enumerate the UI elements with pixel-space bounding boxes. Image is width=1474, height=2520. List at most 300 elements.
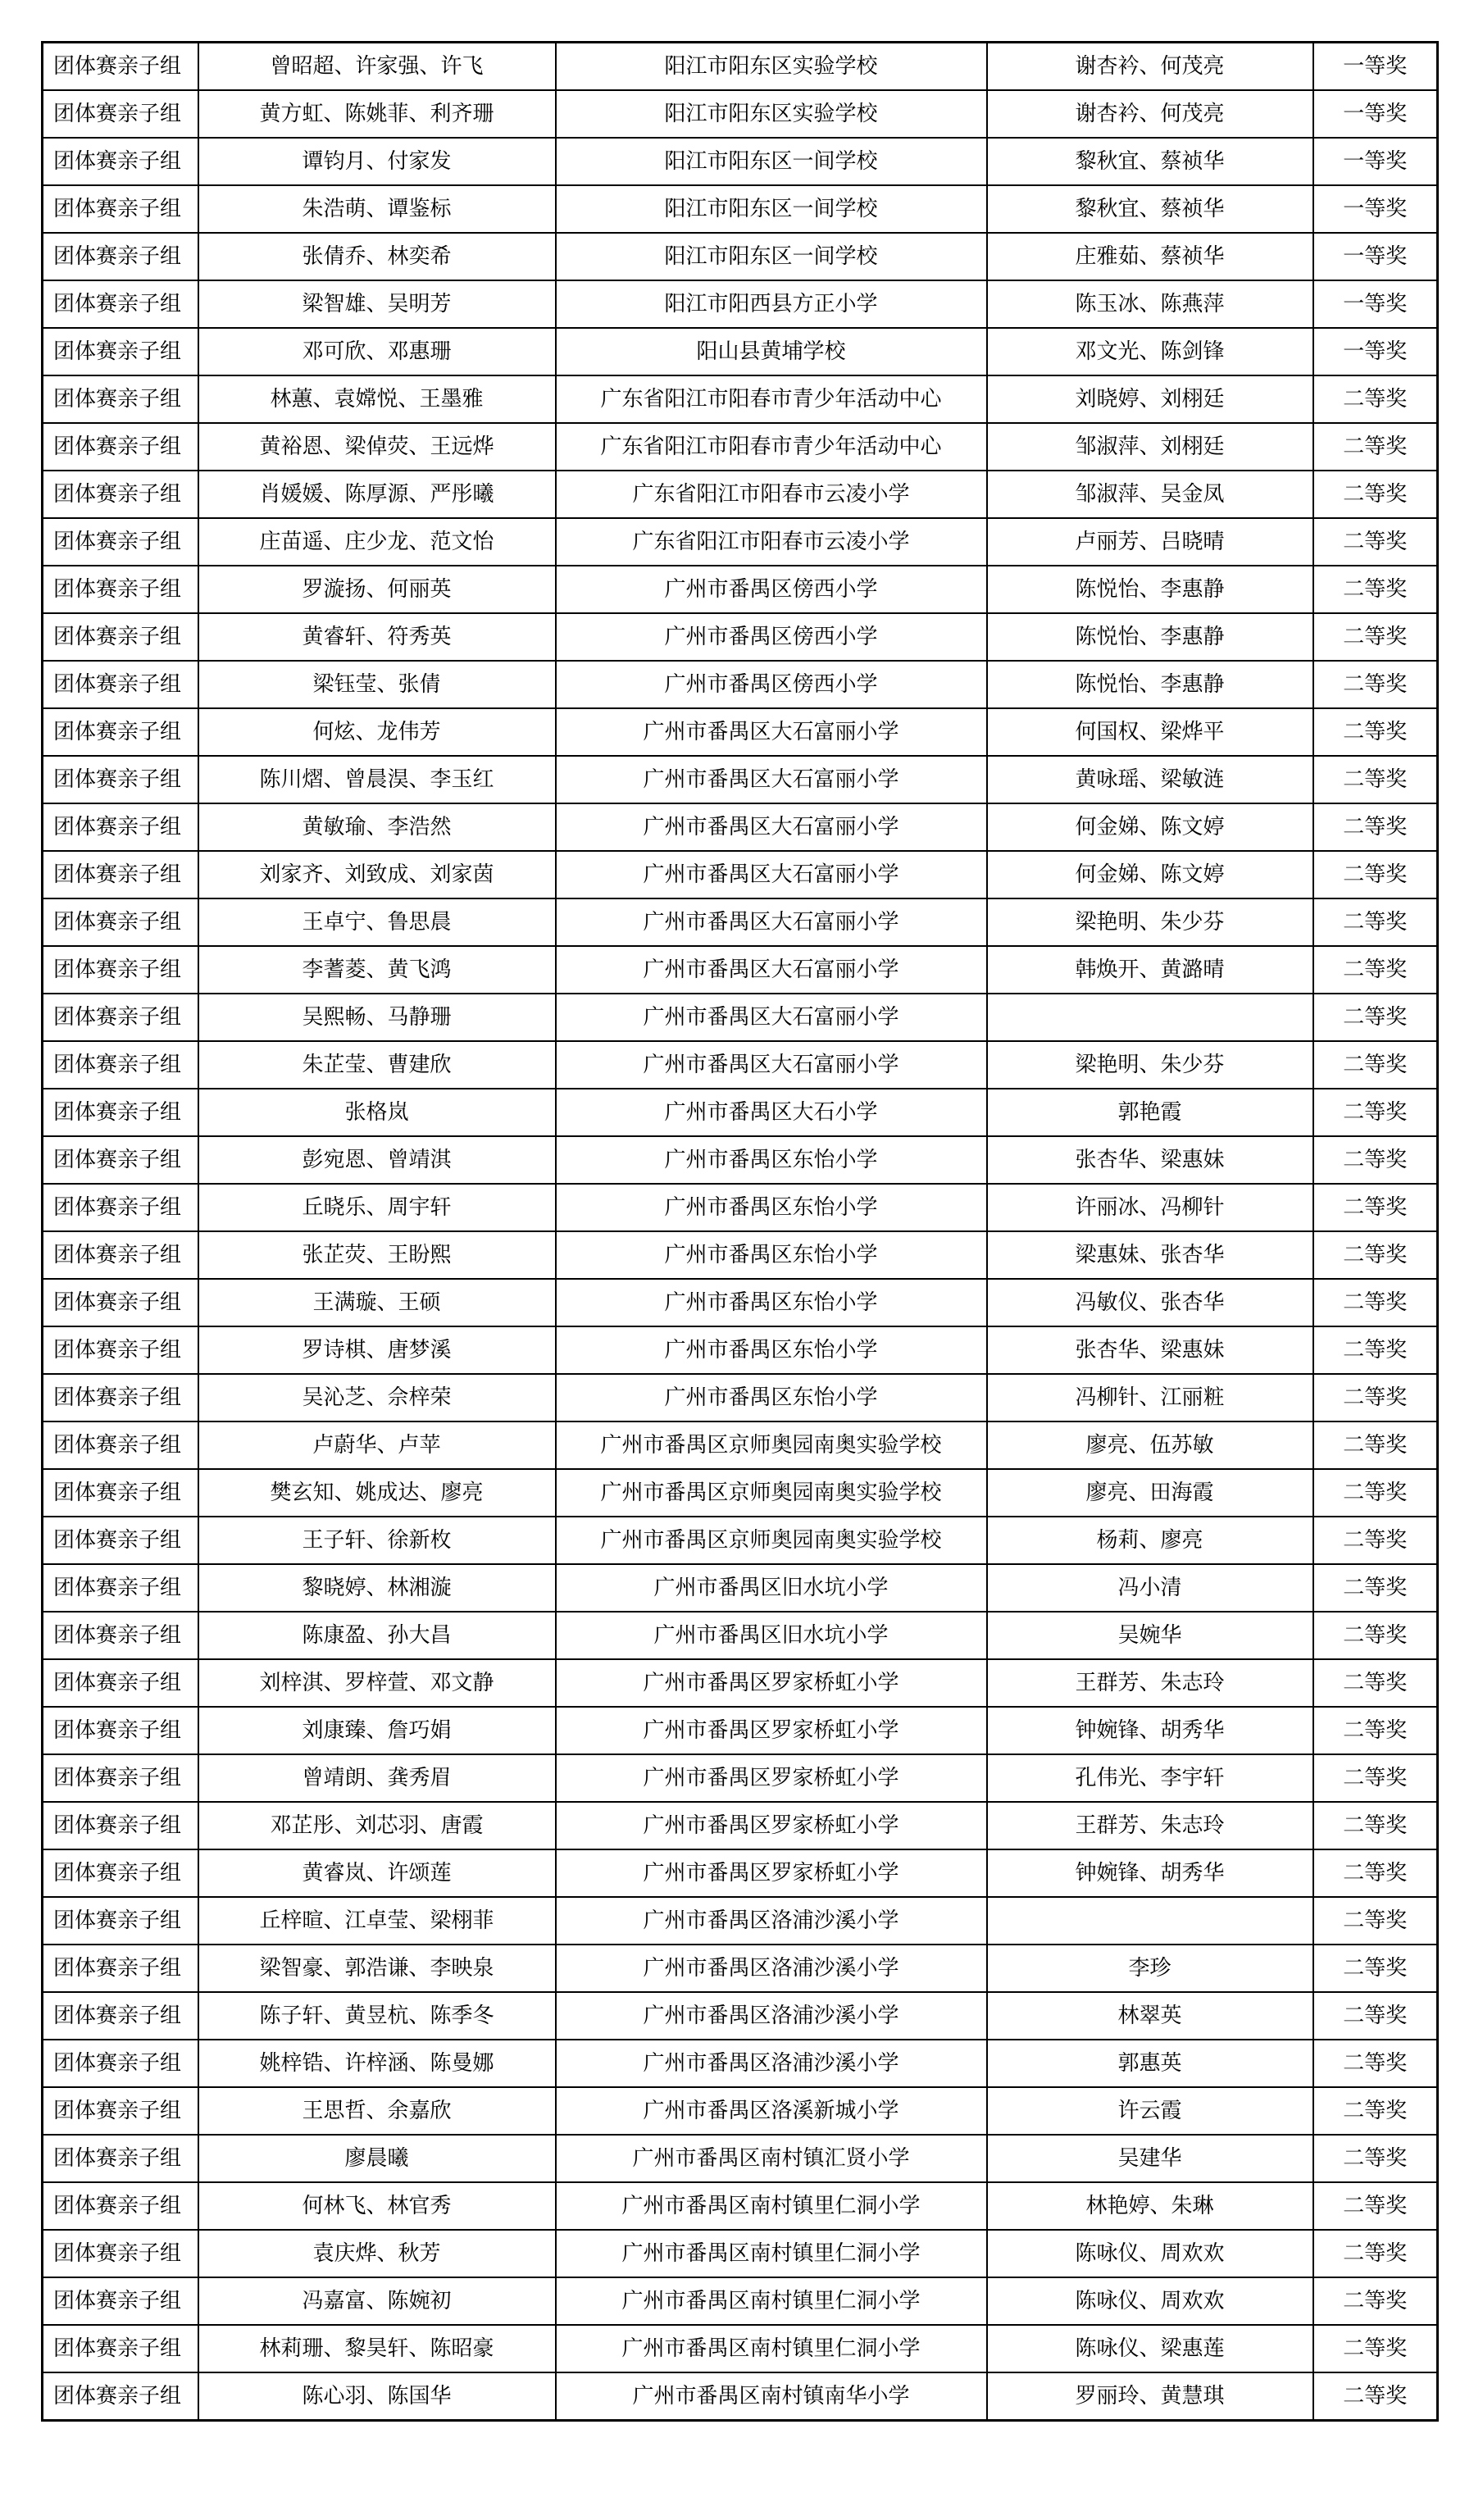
table-row bbox=[43, 1802, 1438, 1849]
table-row bbox=[43, 851, 1438, 898]
group-cell: 团体赛亲子组 bbox=[43, 2040, 198, 2087]
teacher-cell: 黎秋宜、蔡祯华 bbox=[987, 185, 1313, 233]
table-row bbox=[43, 328, 1438, 375]
teacher-cell: 邹淑萍、刘栩廷 bbox=[987, 423, 1313, 471]
members-cell: 廖晨曦 bbox=[198, 2135, 556, 2182]
members-cell: 王卓宁、鲁思晨 bbox=[198, 898, 556, 946]
school-cell: 广州市番禺区东怡小学 bbox=[556, 1279, 987, 1326]
school-cell: 广州市番禺区南村镇里仁洞小学 bbox=[556, 2325, 987, 2372]
school-cell: 广州市番禺区洛浦沙溪小学 bbox=[556, 1945, 987, 1992]
members-cell: 王子轩、徐新枚 bbox=[198, 1517, 556, 1564]
teacher-cell: 梁艳明、朱少芬 bbox=[987, 1041, 1313, 1089]
group-cell: 团体赛亲子组 bbox=[43, 803, 198, 851]
members-cell: 姚梓锆、许梓涵、陈曼娜 bbox=[198, 2040, 556, 2087]
table-row bbox=[43, 1231, 1438, 1279]
members-cell: 黄睿轩、符秀英 bbox=[198, 613, 556, 661]
award-cell: 二等奖 bbox=[1313, 994, 1438, 1041]
group-cell: 团体赛亲子组 bbox=[43, 898, 198, 946]
teacher-cell: 王群芳、朱志玲 bbox=[987, 1659, 1313, 1707]
teacher-cell: 郭艳霞 bbox=[987, 1089, 1313, 1136]
table-row bbox=[43, 1612, 1438, 1659]
table-row bbox=[43, 1659, 1438, 1707]
group-cell: 团体赛亲子组 bbox=[43, 43, 198, 91]
teacher-cell: 许云霞 bbox=[987, 2087, 1313, 2135]
group-cell: 团体赛亲子组 bbox=[43, 756, 198, 803]
members-cell: 袁庆烨、秋芳 bbox=[198, 2230, 556, 2277]
group-cell: 团体赛亲子组 bbox=[43, 90, 198, 138]
members-cell: 张倩乔、林奕希 bbox=[198, 233, 556, 280]
teacher-cell: 张杏华、梁惠妹 bbox=[987, 1136, 1313, 1184]
school-cell: 广州市番禺区京师奥园南奥实验学校 bbox=[556, 1421, 987, 1469]
table-row bbox=[43, 2230, 1438, 2277]
award-cell: 二等奖 bbox=[1313, 2277, 1438, 2325]
members-cell: 王满璇、王硕 bbox=[198, 1279, 556, 1326]
award-cell: 一等奖 bbox=[1313, 138, 1438, 185]
table-row bbox=[43, 2135, 1438, 2182]
award-cell: 二等奖 bbox=[1313, 518, 1438, 566]
school-cell: 阳江市阳东区实验学校 bbox=[556, 43, 987, 91]
members-cell: 刘梓淇、罗梓萱、邓文静 bbox=[198, 1659, 556, 1707]
group-cell: 团体赛亲子组 bbox=[43, 1279, 198, 1326]
award-cell: 二等奖 bbox=[1313, 2325, 1438, 2372]
table-row bbox=[43, 1707, 1438, 1754]
members-cell: 吴熙畅、马静珊 bbox=[198, 994, 556, 1041]
teacher-cell bbox=[987, 994, 1313, 1041]
group-cell: 团体赛亲子组 bbox=[43, 2277, 198, 2325]
award-cell: 二等奖 bbox=[1313, 1659, 1438, 1707]
award-cell: 二等奖 bbox=[1313, 946, 1438, 994]
group-cell: 团体赛亲子组 bbox=[43, 1897, 198, 1945]
group-cell: 团体赛亲子组 bbox=[43, 471, 198, 518]
members-cell: 樊玄知、姚成达、廖亮 bbox=[198, 1469, 556, 1517]
award-cell: 二等奖 bbox=[1313, 2040, 1438, 2087]
members-cell: 罗漩扬、何丽英 bbox=[198, 566, 556, 613]
teacher-cell: 廖亮、田海霞 bbox=[987, 1469, 1313, 1517]
teacher-cell: 李珍 bbox=[987, 1945, 1313, 1992]
award-cell: 二等奖 bbox=[1313, 1136, 1438, 1184]
teacher-cell: 谢杏衿、何茂亮 bbox=[987, 90, 1313, 138]
members-cell: 黄敏瑜、李浩然 bbox=[198, 803, 556, 851]
school-cell: 广东省阳江市阳春市云凌小学 bbox=[556, 471, 987, 518]
members-cell: 肖媛媛、陈厚源、严彤曦 bbox=[198, 471, 556, 518]
table-row bbox=[43, 1279, 1438, 1326]
members-cell: 何林飞、林官秀 bbox=[198, 2182, 556, 2230]
school-cell: 广州市番禺区大石富丽小学 bbox=[556, 756, 987, 803]
award-cell: 二等奖 bbox=[1313, 661, 1438, 708]
school-cell: 阳江市阳东区实验学校 bbox=[556, 90, 987, 138]
table-row bbox=[43, 2040, 1438, 2087]
award-cell: 二等奖 bbox=[1313, 2135, 1438, 2182]
members-cell: 黎晓婷、林湘漩 bbox=[198, 1564, 556, 1612]
members-cell: 刘康臻、詹巧娟 bbox=[198, 1707, 556, 1754]
teacher-cell: 黄咏瑶、梁敏涟 bbox=[987, 756, 1313, 803]
teacher-cell: 何金娣、陈文婷 bbox=[987, 803, 1313, 851]
table-row bbox=[43, 233, 1438, 280]
teacher-cell: 钟婉锋、胡秀华 bbox=[987, 1707, 1313, 1754]
group-cell: 团体赛亲子组 bbox=[43, 1802, 198, 1849]
members-cell: 邓可欣、邓惠珊 bbox=[198, 328, 556, 375]
award-cell: 二等奖 bbox=[1313, 1517, 1438, 1564]
table-row bbox=[43, 2087, 1438, 2135]
award-cell: 二等奖 bbox=[1313, 471, 1438, 518]
teacher-cell: 庄雅茹、蔡祯华 bbox=[987, 233, 1313, 280]
school-cell: 广州市番禺区大石富丽小学 bbox=[556, 803, 987, 851]
teacher-cell: 陈悦怡、李惠静 bbox=[987, 613, 1313, 661]
teacher-cell: 吴婉华 bbox=[987, 1612, 1313, 1659]
teacher-cell: 卢丽芳、吕晓晴 bbox=[987, 518, 1313, 566]
school-cell: 广州市番禺区南村镇里仁洞小学 bbox=[556, 2182, 987, 2230]
table-row bbox=[43, 1564, 1438, 1612]
members-cell: 陈川熠、曾晨淏、李玉红 bbox=[198, 756, 556, 803]
award-cell: 二等奖 bbox=[1313, 1041, 1438, 1089]
group-cell: 团体赛亲子组 bbox=[43, 1849, 198, 1897]
school-cell: 广州市番禺区京师奥园南奥实验学校 bbox=[556, 1517, 987, 1564]
members-cell: 卢蔚华、卢苹 bbox=[198, 1421, 556, 1469]
table-row bbox=[43, 1421, 1438, 1469]
teacher-cell: 谢杏衿、何茂亮 bbox=[987, 43, 1313, 91]
group-cell: 团体赛亲子组 bbox=[43, 1326, 198, 1374]
table-row bbox=[43, 43, 1438, 91]
school-cell: 阳山县黄埔学校 bbox=[556, 328, 987, 375]
teacher-cell: 陈咏仪、周欢欢 bbox=[987, 2277, 1313, 2325]
award-cell: 二等奖 bbox=[1313, 1231, 1438, 1279]
group-cell: 团体赛亲子组 bbox=[43, 1612, 198, 1659]
members-cell: 黄方虹、陈姚菲、利齐珊 bbox=[198, 90, 556, 138]
group-cell: 团体赛亲子组 bbox=[43, 1374, 198, 1421]
teacher-cell: 冯小清 bbox=[987, 1564, 1313, 1612]
group-cell: 团体赛亲子组 bbox=[43, 185, 198, 233]
group-cell: 团体赛亲子组 bbox=[43, 1517, 198, 1564]
group-cell: 团体赛亲子组 bbox=[43, 1992, 198, 2040]
award-cell: 一等奖 bbox=[1313, 233, 1438, 280]
members-cell: 梁钰莹、张倩 bbox=[198, 661, 556, 708]
award-cell: 二等奖 bbox=[1313, 1802, 1438, 1849]
teacher-cell: 陈咏仪、周欢欢 bbox=[987, 2230, 1313, 2277]
group-cell: 团体赛亲子组 bbox=[43, 613, 198, 661]
table-row bbox=[43, 90, 1438, 138]
group-cell: 团体赛亲子组 bbox=[43, 1421, 198, 1469]
table-row bbox=[43, 566, 1438, 613]
members-cell: 何炫、龙伟芳 bbox=[198, 708, 556, 756]
award-cell: 二等奖 bbox=[1313, 1421, 1438, 1469]
teacher-cell: 钟婉锋、胡秀华 bbox=[987, 1849, 1313, 1897]
teacher-cell: 冯敏仪、张杏华 bbox=[987, 1279, 1313, 1326]
teacher-cell: 陈玉冰、陈燕萍 bbox=[987, 280, 1313, 328]
table-row bbox=[43, 280, 1438, 328]
award-cell: 二等奖 bbox=[1313, 375, 1438, 423]
teacher-cell: 林翠英 bbox=[987, 1992, 1313, 2040]
table-row bbox=[43, 1992, 1438, 2040]
group-cell: 团体赛亲子组 bbox=[43, 2230, 198, 2277]
table-row bbox=[43, 946, 1438, 994]
group-cell: 团体赛亲子组 bbox=[43, 708, 198, 756]
award-cell: 一等奖 bbox=[1313, 43, 1438, 91]
table-row bbox=[43, 898, 1438, 946]
school-cell: 广州市番禺区傍西小学 bbox=[556, 661, 987, 708]
school-cell: 广东省阳江市阳春市云凌小学 bbox=[556, 518, 987, 566]
group-cell: 团体赛亲子组 bbox=[43, 946, 198, 994]
members-cell: 庄苗遥、庄少龙、范文怡 bbox=[198, 518, 556, 566]
award-cell: 二等奖 bbox=[1313, 1897, 1438, 1945]
table-row bbox=[43, 2182, 1438, 2230]
table-row bbox=[43, 471, 1438, 518]
table-row bbox=[43, 138, 1438, 185]
group-cell: 团体赛亲子组 bbox=[43, 1041, 198, 1089]
award-cell: 一等奖 bbox=[1313, 185, 1438, 233]
group-cell: 团体赛亲子组 bbox=[43, 1707, 198, 1754]
members-cell: 黄裕恩、梁倬荧、王远烨 bbox=[198, 423, 556, 471]
school-cell: 广州市番禺区京师奥园南奥实验学校 bbox=[556, 1469, 987, 1517]
group-cell: 团体赛亲子组 bbox=[43, 1754, 198, 1802]
table-row bbox=[43, 708, 1438, 756]
teacher-cell: 罗丽玲、黄慧琪 bbox=[987, 2372, 1313, 2421]
school-cell: 广州市番禺区东怡小学 bbox=[556, 1184, 987, 1231]
group-cell: 团体赛亲子组 bbox=[43, 2087, 198, 2135]
table-row bbox=[43, 1184, 1438, 1231]
members-cell: 罗诗棋、唐梦溪 bbox=[198, 1326, 556, 1374]
members-cell: 朱浩萌、谭鉴标 bbox=[198, 185, 556, 233]
award-cell: 二等奖 bbox=[1313, 803, 1438, 851]
members-cell: 梁智豪、郭浩谦、李映泉 bbox=[198, 1945, 556, 1992]
school-cell: 广州市番禺区东怡小学 bbox=[556, 1136, 987, 1184]
group-cell: 团体赛亲子组 bbox=[43, 1469, 198, 1517]
group-cell: 团体赛亲子组 bbox=[43, 280, 198, 328]
school-cell: 阳江市阳东区一间学校 bbox=[556, 185, 987, 233]
members-cell: 陈心羽、陈国华 bbox=[198, 2372, 556, 2421]
award-cell: 二等奖 bbox=[1313, 1849, 1438, 1897]
table-row bbox=[43, 1849, 1438, 1897]
members-cell: 梁智雄、吴明芳 bbox=[198, 280, 556, 328]
group-cell: 团体赛亲子组 bbox=[43, 2325, 198, 2372]
award-cell: 二等奖 bbox=[1313, 851, 1438, 898]
members-cell: 邓芷彤、刘芯羽、唐霞 bbox=[198, 1802, 556, 1849]
school-cell: 阳江市阳东区一间学校 bbox=[556, 138, 987, 185]
award-cell: 二等奖 bbox=[1313, 1089, 1438, 1136]
award-cell: 二等奖 bbox=[1313, 1564, 1438, 1612]
teacher-cell: 孔伟光、李宇轩 bbox=[987, 1754, 1313, 1802]
teacher-cell: 刘晓婷、刘栩廷 bbox=[987, 375, 1313, 423]
award-cell: 一等奖 bbox=[1313, 328, 1438, 375]
group-cell: 团体赛亲子组 bbox=[43, 1089, 198, 1136]
group-cell: 团体赛亲子组 bbox=[43, 1231, 198, 1279]
members-cell: 丘晓乐、周宇轩 bbox=[198, 1184, 556, 1231]
group-cell: 团体赛亲子组 bbox=[43, 1659, 198, 1707]
school-cell: 广州市番禺区洛浦沙溪小学 bbox=[556, 1897, 987, 1945]
school-cell: 广州市番禺区傍西小学 bbox=[556, 566, 987, 613]
school-cell: 广州市番禺区洛溪新城小学 bbox=[556, 2087, 987, 2135]
award-cell: 二等奖 bbox=[1313, 2230, 1438, 2277]
award-cell: 一等奖 bbox=[1313, 280, 1438, 328]
teacher-cell: 梁惠妹、张杏华 bbox=[987, 1231, 1313, 1279]
table-row bbox=[43, 1041, 1438, 1089]
award-cell: 二等奖 bbox=[1313, 423, 1438, 471]
group-cell: 团体赛亲子组 bbox=[43, 1945, 198, 1992]
group-cell: 团体赛亲子组 bbox=[43, 423, 198, 471]
award-cell: 二等奖 bbox=[1313, 1326, 1438, 1374]
teacher-cell: 许丽冰、冯柳针 bbox=[987, 1184, 1313, 1231]
school-cell: 广州市番禺区大石富丽小学 bbox=[556, 851, 987, 898]
school-cell: 广州市番禺区大石富丽小学 bbox=[556, 898, 987, 946]
award-cell: 二等奖 bbox=[1313, 708, 1438, 756]
teacher-cell: 郭惠英 bbox=[987, 2040, 1313, 2087]
teacher-cell: 何国权、梁烨平 bbox=[987, 708, 1313, 756]
teacher-cell: 陈咏仪、梁惠莲 bbox=[987, 2325, 1313, 2372]
teacher-cell: 吴建华 bbox=[987, 2135, 1313, 2182]
award-cell: 二等奖 bbox=[1313, 1279, 1438, 1326]
school-cell: 广州市番禺区傍西小学 bbox=[556, 613, 987, 661]
school-cell: 广州市番禺区罗家桥虹小学 bbox=[556, 1707, 987, 1754]
school-cell: 广东省阳江市阳春市青少年活动中心 bbox=[556, 375, 987, 423]
table-row bbox=[43, 1136, 1438, 1184]
award-cell: 二等奖 bbox=[1313, 898, 1438, 946]
group-cell: 团体赛亲子组 bbox=[43, 2135, 198, 2182]
school-cell: 阳江市阳西县方正小学 bbox=[556, 280, 987, 328]
school-cell: 广东省阳江市阳春市青少年活动中心 bbox=[556, 423, 987, 471]
school-cell: 广州市番禺区南村镇汇贤小学 bbox=[556, 2135, 987, 2182]
table-row bbox=[43, 661, 1438, 708]
table-row bbox=[43, 756, 1438, 803]
school-cell: 广州市番禺区旧水坑小学 bbox=[556, 1564, 987, 1612]
school-cell: 广州市番禺区大石富丽小学 bbox=[556, 994, 987, 1041]
table-row bbox=[43, 2325, 1438, 2372]
table-row bbox=[43, 375, 1438, 423]
award-cell: 二等奖 bbox=[1313, 756, 1438, 803]
group-cell: 团体赛亲子组 bbox=[43, 994, 198, 1041]
members-cell: 陈康盈、孙大昌 bbox=[198, 1612, 556, 1659]
teacher-cell: 杨莉、廖亮 bbox=[987, 1517, 1313, 1564]
teacher-cell: 梁艳明、朱少芬 bbox=[987, 898, 1313, 946]
members-cell: 黄睿岚、许颂莲 bbox=[198, 1849, 556, 1897]
group-cell: 团体赛亲子组 bbox=[43, 2182, 198, 2230]
award-cell: 二等奖 bbox=[1313, 1992, 1438, 2040]
group-cell: 团体赛亲子组 bbox=[43, 1184, 198, 1231]
table-row bbox=[43, 423, 1438, 471]
members-cell: 彭宛恩、曾靖淇 bbox=[198, 1136, 556, 1184]
group-cell: 团体赛亲子组 bbox=[43, 518, 198, 566]
table-row bbox=[43, 1326, 1438, 1374]
teacher-cell: 邓文光、陈剑锋 bbox=[987, 328, 1313, 375]
table-row bbox=[43, 994, 1438, 1041]
group-cell: 团体赛亲子组 bbox=[43, 566, 198, 613]
award-table-body bbox=[43, 43, 1438, 2421]
members-cell: 王思哲、余嘉欣 bbox=[198, 2087, 556, 2135]
school-cell: 阳江市阳东区一间学校 bbox=[556, 233, 987, 280]
school-cell: 广州市番禺区大石富丽小学 bbox=[556, 708, 987, 756]
school-cell: 广州市番禺区大石富丽小学 bbox=[556, 1041, 987, 1089]
teacher-cell: 何金娣、陈文婷 bbox=[987, 851, 1313, 898]
table-row bbox=[43, 518, 1438, 566]
members-cell: 朱芷莹、曹建欣 bbox=[198, 1041, 556, 1089]
table-row bbox=[43, 1754, 1438, 1802]
teacher-cell: 韩焕开、黄潞晴 bbox=[987, 946, 1313, 994]
school-cell: 广州市番禺区东怡小学 bbox=[556, 1231, 987, 1279]
award-cell: 二等奖 bbox=[1313, 1707, 1438, 1754]
award-cell: 一等奖 bbox=[1313, 90, 1438, 138]
award-cell: 二等奖 bbox=[1313, 613, 1438, 661]
school-cell: 广州市番禺区洛浦沙溪小学 bbox=[556, 2040, 987, 2087]
school-cell: 广州市番禺区南村镇南华小学 bbox=[556, 2372, 987, 2421]
table-row bbox=[43, 2277, 1438, 2325]
award-cell: 二等奖 bbox=[1313, 1612, 1438, 1659]
table-row bbox=[43, 1517, 1438, 1564]
members-cell: 张芷荧、王盼熙 bbox=[198, 1231, 556, 1279]
award-table bbox=[41, 41, 1439, 2422]
teacher-cell: 廖亮、伍苏敏 bbox=[987, 1421, 1313, 1469]
group-cell: 团体赛亲子组 bbox=[43, 375, 198, 423]
school-cell: 广州市番禺区东怡小学 bbox=[556, 1374, 987, 1421]
members-cell: 张格岚 bbox=[198, 1089, 556, 1136]
members-cell: 曾靖朗、龚秀眉 bbox=[198, 1754, 556, 1802]
table-row bbox=[43, 185, 1438, 233]
teacher-cell: 陈悦怡、李惠静 bbox=[987, 566, 1313, 613]
award-cell: 二等奖 bbox=[1313, 2087, 1438, 2135]
teacher-cell: 冯柳针、江丽粧 bbox=[987, 1374, 1313, 1421]
school-cell: 广州市番禺区罗家桥虹小学 bbox=[556, 1849, 987, 1897]
teacher-cell: 陈悦怡、李惠静 bbox=[987, 661, 1313, 708]
school-cell: 广州市番禺区大石富丽小学 bbox=[556, 946, 987, 994]
award-cell: 二等奖 bbox=[1313, 1374, 1438, 1421]
school-cell: 广州市番禺区大石小学 bbox=[556, 1089, 987, 1136]
members-cell: 林蕙、袁嫦悦、王墨雅 bbox=[198, 375, 556, 423]
teacher-cell bbox=[987, 1897, 1313, 1945]
teacher-cell: 黎秋宜、蔡祯华 bbox=[987, 138, 1313, 185]
group-cell: 团体赛亲子组 bbox=[43, 1136, 198, 1184]
members-cell: 谭钧月、付家发 bbox=[198, 138, 556, 185]
group-cell: 团体赛亲子组 bbox=[43, 2372, 198, 2421]
table-row bbox=[43, 613, 1438, 661]
award-cell: 二等奖 bbox=[1313, 2182, 1438, 2230]
award-cell: 二等奖 bbox=[1313, 1945, 1438, 1992]
group-cell: 团体赛亲子组 bbox=[43, 1564, 198, 1612]
teacher-cell: 王群芳、朱志玲 bbox=[987, 1802, 1313, 1849]
teacher-cell: 林艳婷、朱琳 bbox=[987, 2182, 1313, 2230]
school-cell: 广州市番禺区洛浦沙溪小学 bbox=[556, 1992, 987, 2040]
teacher-cell: 张杏华、梁惠妹 bbox=[987, 1326, 1313, 1374]
school-cell: 广州市番禺区南村镇里仁洞小学 bbox=[556, 2277, 987, 2325]
group-cell: 团体赛亲子组 bbox=[43, 661, 198, 708]
table-row bbox=[43, 803, 1438, 851]
group-cell: 团体赛亲子组 bbox=[43, 233, 198, 280]
award-cell: 二等奖 bbox=[1313, 566, 1438, 613]
table-row bbox=[43, 2372, 1438, 2421]
members-cell: 曾昭超、许家强、许飞 bbox=[198, 43, 556, 91]
group-cell: 团体赛亲子组 bbox=[43, 138, 198, 185]
school-cell: 广州市番禺区罗家桥虹小学 bbox=[556, 1802, 987, 1849]
group-cell: 团体赛亲子组 bbox=[43, 328, 198, 375]
award-cell: 二等奖 bbox=[1313, 1469, 1438, 1517]
school-cell: 广州市番禺区东怡小学 bbox=[556, 1326, 987, 1374]
award-cell: 二等奖 bbox=[1313, 1184, 1438, 1231]
members-cell: 吴沁芝、佘梓荣 bbox=[198, 1374, 556, 1421]
award-cell: 二等奖 bbox=[1313, 2372, 1438, 2421]
table-row bbox=[43, 1469, 1438, 1517]
members-cell: 丘梓暄、江卓莹、梁栩菲 bbox=[198, 1897, 556, 1945]
table-row bbox=[43, 1945, 1438, 1992]
members-cell: 冯嘉富、陈婉初 bbox=[198, 2277, 556, 2325]
members-cell: 林莉珊、黎昊轩、陈昭豪 bbox=[198, 2325, 556, 2372]
members-cell: 陈子轩、黄昱杭、陈季冬 bbox=[198, 1992, 556, 2040]
table-row bbox=[43, 1374, 1438, 1421]
school-cell: 广州市番禺区旧水坑小学 bbox=[556, 1612, 987, 1659]
table-row bbox=[43, 1897, 1438, 1945]
award-cell: 二等奖 bbox=[1313, 1754, 1438, 1802]
table-row bbox=[43, 1089, 1438, 1136]
school-cell: 广州市番禺区罗家桥虹小学 bbox=[556, 1754, 987, 1802]
group-cell: 团体赛亲子组 bbox=[43, 851, 198, 898]
teacher-cell: 邹淑萍、吴金凤 bbox=[987, 471, 1313, 518]
members-cell: 李蓍菱、黄飞鸿 bbox=[198, 946, 556, 994]
members-cell: 刘家齐、刘致成、刘家茵 bbox=[198, 851, 556, 898]
